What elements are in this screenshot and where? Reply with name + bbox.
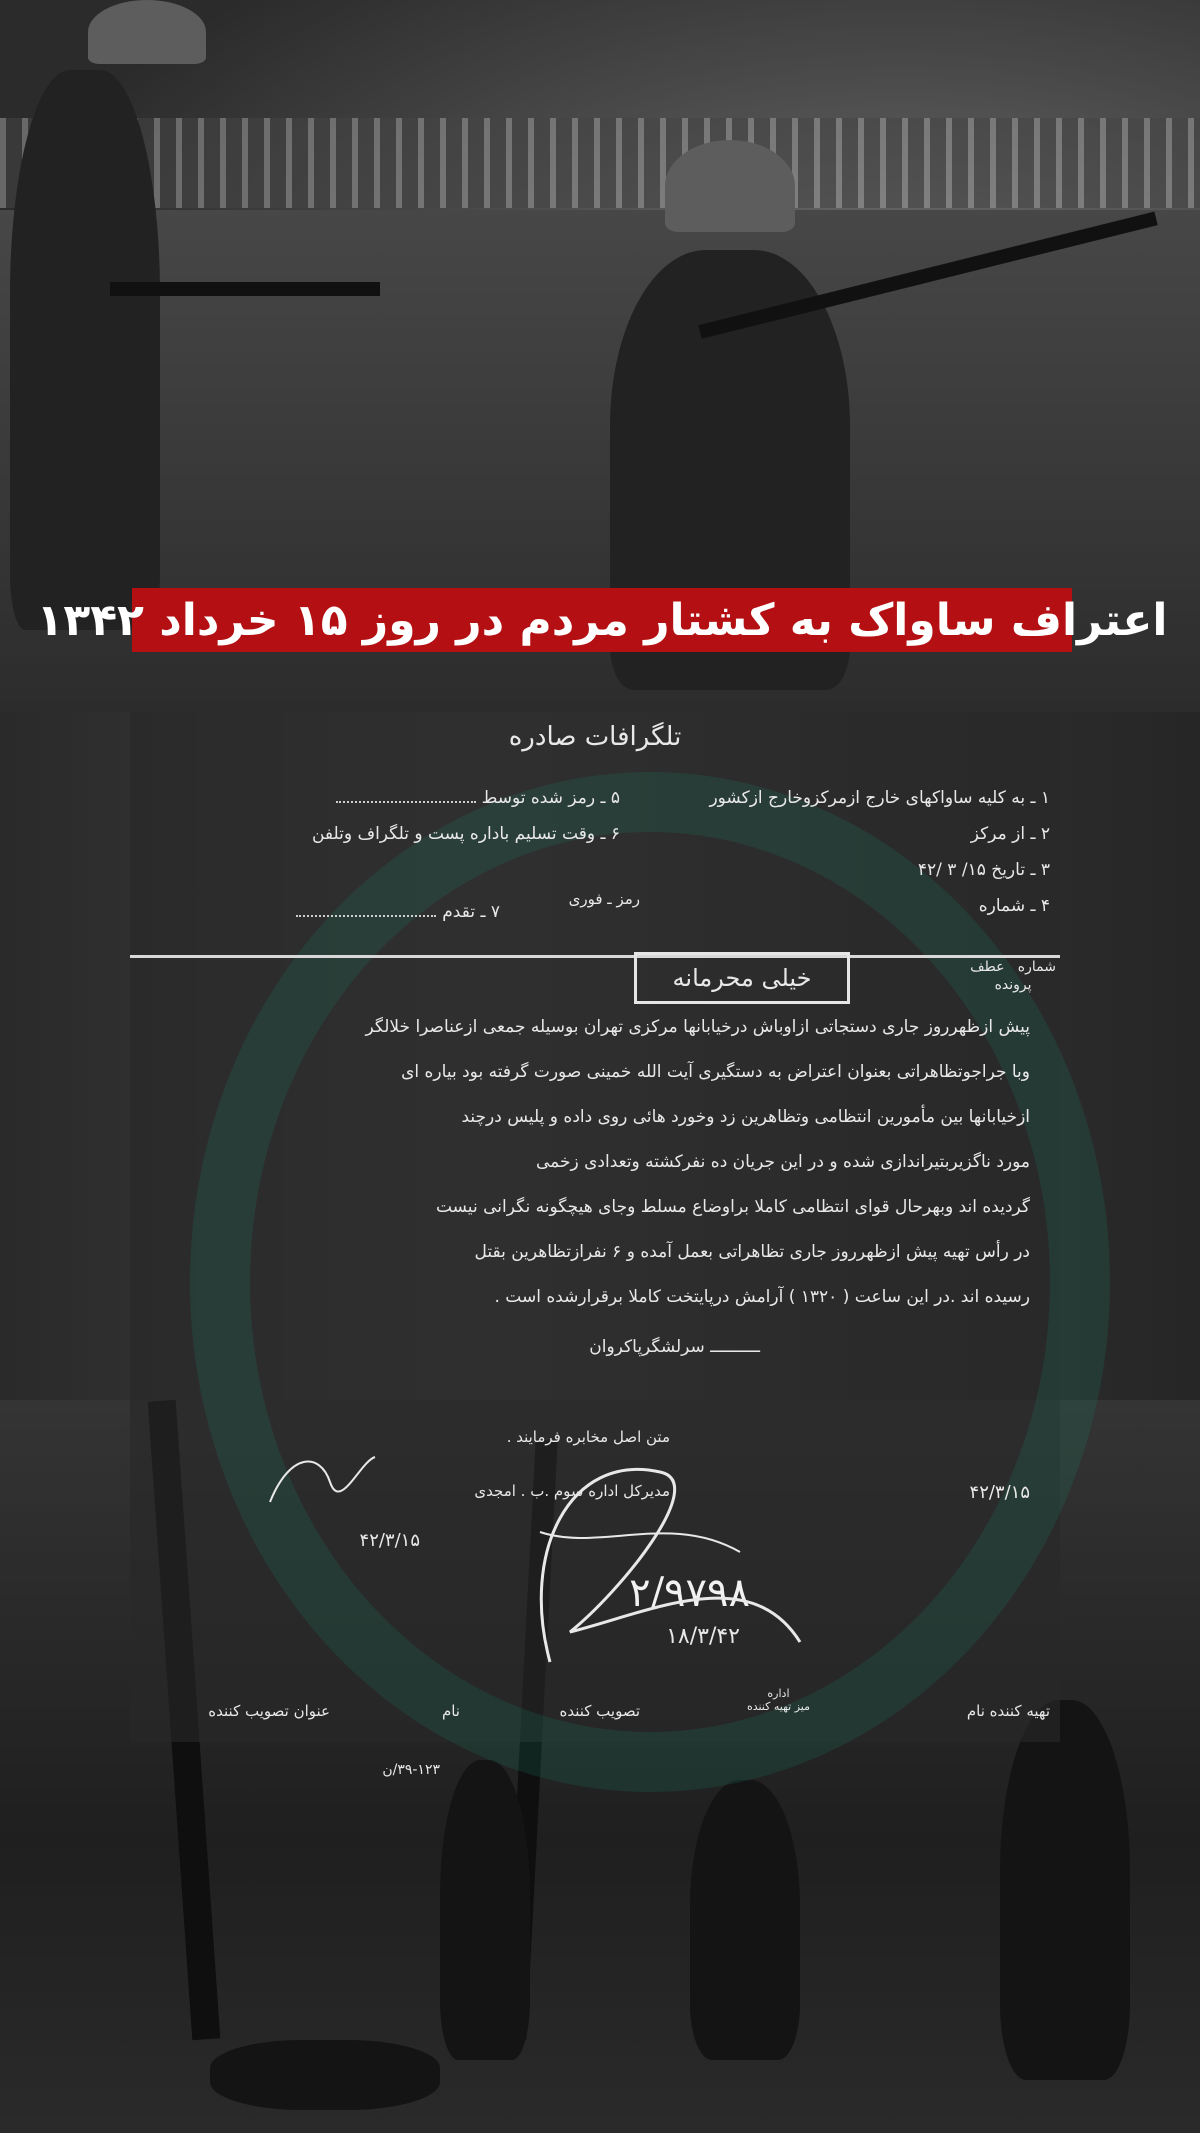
name-label: نام	[441, 1702, 460, 1720]
running-person	[690, 1780, 800, 2060]
field-from: ۲ ـ از مرکز	[970, 824, 1050, 844]
body-line: ازخیابانها بین مأمورین انتظامی وتظاهرین زد وخورد هائی روی داده و پلیس درچند	[461, 1107, 1030, 1127]
registration-sub-number: ۱۸/۳/۴۲	[666, 1624, 740, 1649]
reference-labels: شماره عطف پرونده	[970, 959, 1056, 993]
field-encoded-by	[330, 788, 620, 808]
title-banner	[36, 588, 1168, 652]
prepared-by-label: تهیه کننده نام	[966, 1702, 1050, 1720]
body-line: در رأس تهیه پیش ازظهرروز جاری تظاهراتی بعمل آمده و ۶ نفرازتظاهرین بقتل	[474, 1242, 1030, 1262]
body-line: پیش ازظهرروز جاری دستجاتی ازاوباش درخیابانها مرکزی تهران بوسیله جمعی ازعناصرا خلالگر	[365, 1017, 1030, 1037]
footer-signer: مدیرکل اداره سوم .ب . امجدی	[474, 1482, 670, 1500]
signature-scribble	[510, 1412, 810, 1712]
field-delivery: ۶ ـ وقت تسلیم باداره پست و تلگراف وتلفن	[311, 824, 620, 844]
approved-by-label: تصویب کننده	[559, 1702, 640, 1720]
form-code: ۳۹-۱۲۳/ن	[382, 1762, 440, 1778]
registration-number: ۲/۹۷۹۸	[629, 1570, 750, 1616]
body-line: مورد ناگزیربتیراندازی شده و در این جریان ده نفرکشته وتعدادی زخمی	[535, 1152, 1030, 1172]
field-encoded-by-label: ۵ ـ رمز شده توسط	[481, 788, 620, 808]
field-date: ۳ ـ تاریخ ۱۵/ ۳ /۴۲	[917, 860, 1050, 880]
fence	[0, 118, 1200, 208]
body-line: گردیده اند وبهرحال قوای انتظامی کاملا براوضاع مسلط وجای هیچگونه نگرانی نیست	[435, 1197, 1030, 1217]
signature-line: ــــــــــ سرلشگرپاکروان	[589, 1337, 760, 1357]
footer-date-left: ۴۲/۳/۱۵	[359, 1530, 420, 1551]
body-line: وبا جراجوتظاهراتی بعنوان اعتراض به دستگیری آیت الله خمینی صورت گرفته بود بیاره ای	[401, 1062, 1030, 1082]
dotted-line	[296, 915, 436, 917]
initials-scribble	[260, 1442, 380, 1522]
field-precedence	[290, 902, 500, 922]
approver-title-label: عنوان تصویب کننده	[208, 1702, 330, 1720]
footer-date-right: ۴۲/۳/۱۵	[969, 1482, 1030, 1503]
fallen-person	[210, 2040, 440, 2110]
dotted-line	[336, 801, 476, 803]
classification-label: خیلی محرمانه	[672, 964, 812, 992]
field-number: ۴ ـ شماره	[978, 896, 1050, 916]
helmet-left	[88, 0, 206, 64]
office-label: اداره میز تهیه کننده	[746, 1687, 810, 1713]
field-to: ۱ ـ به کلیه ساواکهای خارج ازمرکزوخارج ازکشور	[709, 788, 1050, 808]
field-cipher: رمز ـ فوری	[568, 890, 640, 908]
telegram-document	[130, 712, 1060, 1778]
page-title: اعتراف ساواک به کشتار مردم در روز ۱۵ خرداد ۱۳۴۲	[36, 594, 1168, 646]
body-line: رسیده اند .در این ساعت ( ۱۳۲۰ ) آرامش درپایتخت کاملا برقرارشده است .	[494, 1287, 1030, 1307]
document-header: تلگرافات صادره	[508, 722, 682, 752]
footer-note: متن اصل مخابره فرمایند .	[506, 1428, 670, 1446]
classification-stamp	[634, 952, 850, 1004]
field-precedence-label: ۷ ـ تقدم	[442, 902, 500, 922]
running-person	[440, 1760, 530, 2060]
helmet-right	[665, 140, 795, 232]
header-divider	[130, 955, 1060, 958]
soldier-left	[10, 70, 160, 630]
running-person	[1000, 1700, 1130, 2080]
rifle-left	[110, 282, 380, 296]
